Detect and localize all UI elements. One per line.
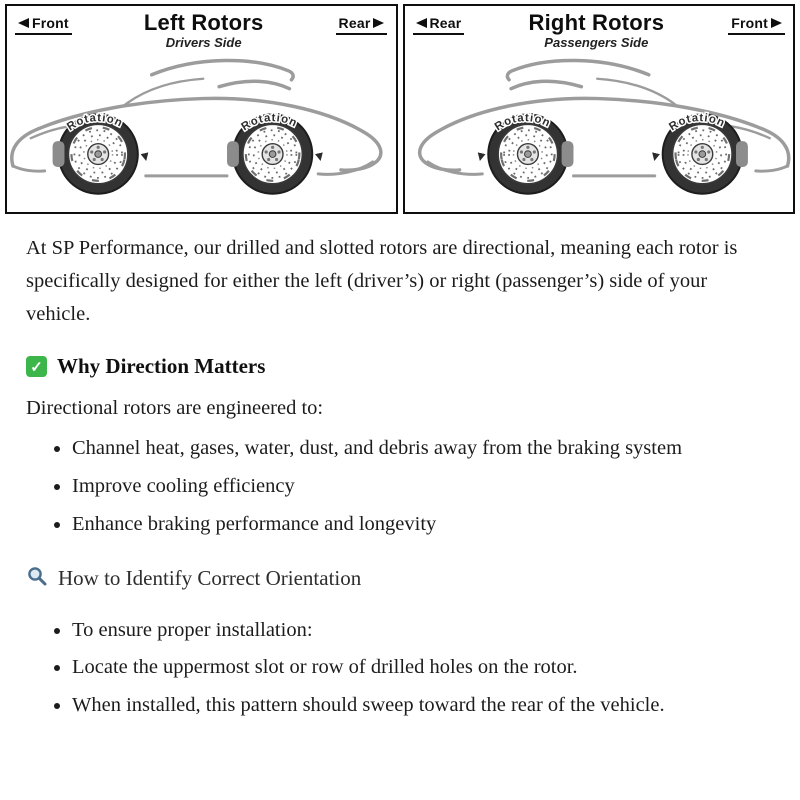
right-arrow-icon: [771, 18, 782, 28]
left-arrow-icon: [416, 18, 427, 28]
rear-direction-label: [413, 15, 465, 35]
list-item: • Enhance braking performance and longevity: [72, 509, 774, 541]
list-item: • Improve cooling efficiency: [72, 471, 774, 503]
left-arrow-icon: [18, 18, 29, 28]
car-illustration-right: [405, 51, 794, 202]
left-panel-header: [7, 6, 396, 50]
rear-direction-label: [336, 15, 388, 35]
direction-text: Rear: [429, 15, 462, 31]
car-body-outline-mirrored: [419, 61, 788, 194]
rear-rotor: [227, 114, 312, 193]
list-item: • When installed, this pattern should sweep toward the rear of the vehicle.: [72, 690, 774, 722]
rotation-label: Rotation: [492, 112, 553, 134]
right-panel-title-block: [529, 10, 665, 50]
rotor-direction-diagram: [0, 0, 800, 214]
why-direction-list: [26, 433, 774, 540]
orientation-heading: [26, 565, 774, 593]
orientation-list: [26, 615, 774, 722]
left-panel-title-block: [144, 10, 264, 50]
direction-text: Rear: [338, 15, 371, 31]
rotation-label: Rotation: [65, 112, 125, 134]
right-rotors-panel: [403, 4, 796, 214]
article-content: [0, 214, 800, 722]
left-rotors-panel: [5, 4, 398, 214]
direction-text: Front: [32, 15, 69, 31]
list-item: • To ensure proper installation:: [72, 615, 774, 647]
panel-subtitle: Drivers Side: [165, 35, 242, 50]
right-arrow-icon: [373, 18, 384, 28]
heading-text: Why Direction Matters: [57, 354, 266, 379]
front-direction-label: [728, 15, 785, 35]
lead-paragraph: Directional rotors are engineered to:: [26, 397, 324, 420]
rotation-label: Rotation: [666, 112, 727, 134]
heading-text: How to Identify Correct Orientation: [58, 566, 362, 591]
car-illustration-left: [7, 51, 396, 202]
panel-subtitle: Passengers Side: [544, 35, 649, 50]
why-direction-heading: [26, 354, 774, 379]
magnifier-icon: [26, 565, 48, 593]
front-direction-label: [15, 15, 72, 35]
check-badge-icon: ✓: [26, 356, 47, 377]
list-item: • Locate the uppermost slot or row of drilled holes on the rotor.: [72, 652, 774, 684]
right-panel-header: [405, 6, 794, 50]
panel-title: Left Rotors: [143, 10, 264, 35]
rotation-label: Rotation: [239, 112, 300, 134]
list-item: • Channel heat, gases, water, dust, and debris away from the braking system: [72, 433, 774, 465]
intro-paragraph: At SP Performance, our drilled and slotted rotors are directional, meaning each rotor is specifically designed for either the left (driver’s) or right (passenger’s) side of your vehicle.: [26, 237, 738, 325]
panel-title: Right Rotors: [528, 10, 665, 35]
direction-text: Front: [731, 15, 768, 31]
